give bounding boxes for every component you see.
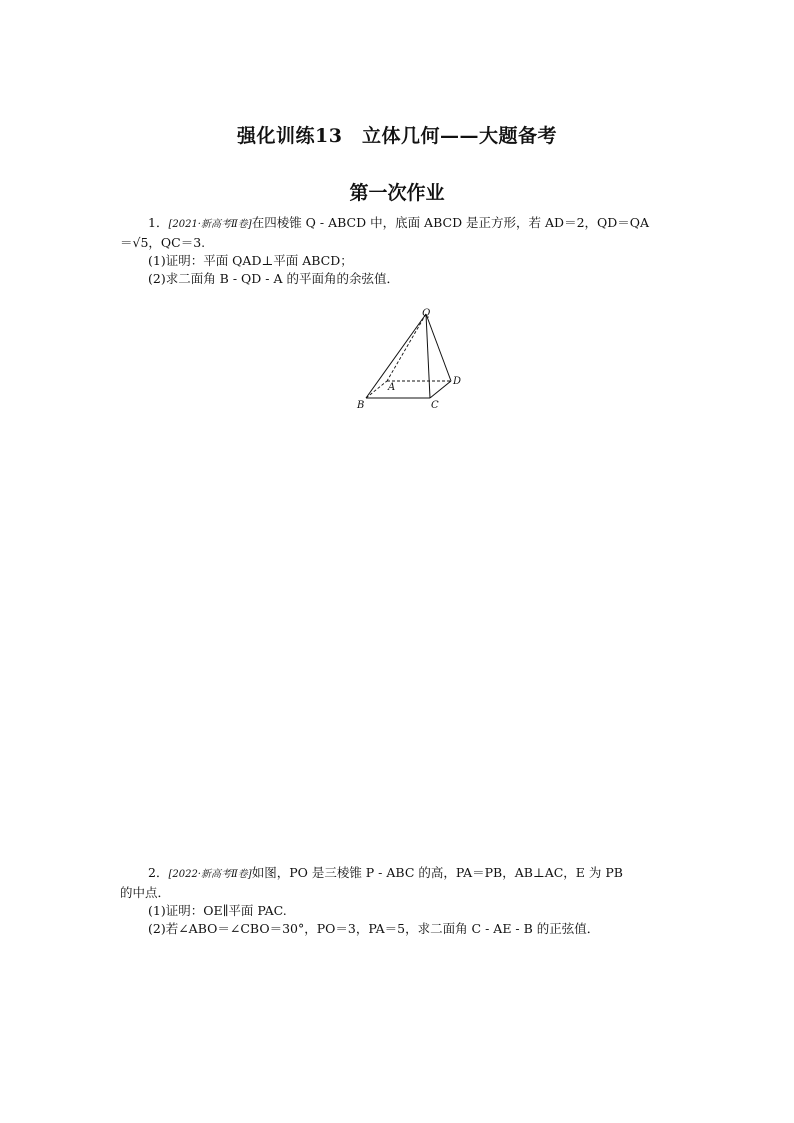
problem-1-stem-line1 <box>120 214 676 234</box>
page-title: 强化训练13 立体几何——大题备考 <box>237 125 557 147</box>
problem-2-stem-a: 如图，PO 是三棱锥 P - ABC 的高，PA＝PB，AB⊥AC，E 为 PB <box>251 865 623 880</box>
edge-QC <box>426 314 430 398</box>
problem-2-stem-b: 的中点． <box>120 885 171 900</box>
edge-QB <box>366 314 426 398</box>
problem-1-number: 1． <box>148 215 169 230</box>
problem-1 <box>120 214 676 288</box>
problem-2-number: 2． <box>148 865 169 880</box>
problem-1-stem-b: ＝√5，QC＝3. <box>120 235 206 250</box>
edge-QD <box>426 314 451 381</box>
section-subtitle: 第一次作业 <box>349 182 445 204</box>
problem-2-part1: (1)证明：OE∥平面 PAC. <box>148 903 287 918</box>
problem-2-part2: (2)若∠ABO＝∠CBO＝30°，PO＝3，PA＝5，求二面角 C - AE - B 的正弦值． <box>148 921 600 936</box>
problem-1-part2: (2)求二面角 B - QD - A 的平面角的余弦值． <box>148 271 399 286</box>
problem-2 <box>120 864 676 938</box>
problem-2-source: [2022·新高考Ⅱ卷] <box>168 869 252 880</box>
label-D: D <box>453 376 462 387</box>
problem-1-source: [2021·新高考Ⅱ卷] <box>168 219 252 230</box>
problem-2-stem-line1 <box>120 864 676 884</box>
edge-CD <box>430 381 451 398</box>
pyramid-diagram <box>350 306 470 414</box>
problem-1-stem-a: 在四棱锥 Q - ABCD 中，底面 ABCD 是正方形，若 AD＝2，QD＝QA <box>251 215 650 230</box>
label-B: B <box>357 400 365 411</box>
label-C: C <box>431 400 439 411</box>
problem-1-part1: (1)证明：平面 QAD⊥平面 ABCD； <box>148 253 353 268</box>
edge-QA-hidden <box>387 314 426 381</box>
pyramid-figure <box>350 306 470 414</box>
label-Q: Q <box>422 308 431 319</box>
label-A: A <box>388 382 396 393</box>
